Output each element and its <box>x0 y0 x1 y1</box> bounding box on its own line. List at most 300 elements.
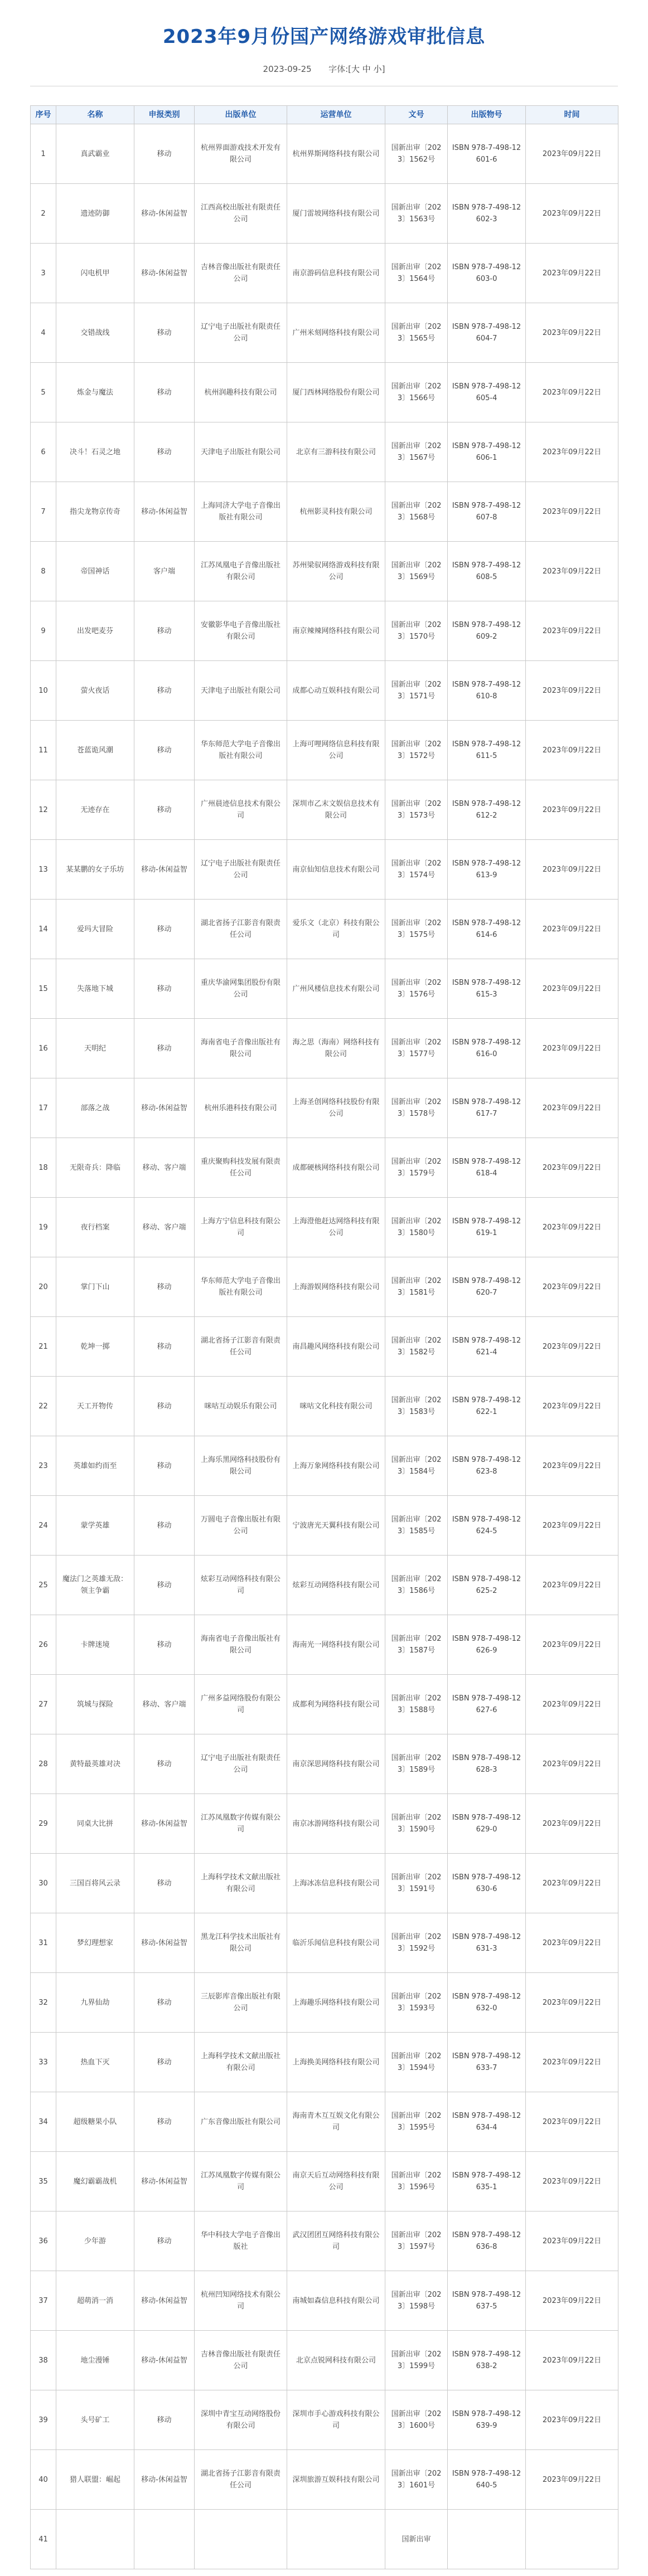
cell-date: 2023年09月22日 <box>526 1794 618 1854</box>
cell-isbn: ISBN 978-7-498-12614-6 <box>448 900 526 959</box>
cell-isbn: ISBN 978-7-498-12625-2 <box>448 1556 526 1615</box>
cell-document-no: 国新出审〔2023〕1572号 <box>385 721 448 780</box>
cell-publisher: 江苏凤凰数字传媒有限公司 <box>195 1794 287 1854</box>
cell-category: 移动 <box>134 780 195 840</box>
table-body <box>31 124 618 2569</box>
font-small-button[interactable]: 小 <box>373 64 382 74</box>
page-title: 2023年9月份国产网络游戏审批信息 <box>162 26 486 48</box>
cell-date: 2023年09月22日 <box>526 2331 618 2390</box>
table-row <box>31 2510 618 2569</box>
cell-publisher: 广东音像出版社有限公司 <box>195 2092 287 2152</box>
cell-operator: 北京点锐网科技有限公司 <box>287 2331 385 2390</box>
cell-document-no: 国新出审〔2023〕1562号 <box>385 124 448 184</box>
cell-publisher: 辽宁电子出版社有限责任公司 <box>195 840 287 900</box>
cell-date: 2023年09月22日 <box>526 601 618 661</box>
cell-isbn: ISBN 978-7-498-12628-3 <box>448 1734 526 1794</box>
cell-isbn: ISBN 978-7-498-12611-5 <box>448 721 526 780</box>
cell-category: 客户端 <box>134 542 195 601</box>
cell-operator: 成都心动互娱科技有限公司 <box>287 661 385 721</box>
table-row <box>31 2033 618 2092</box>
cell-isbn: ISBN 978-7-498-12638-2 <box>448 2331 526 2390</box>
cell-isbn: ISBN 978-7-498-12602-3 <box>448 184 526 244</box>
cell-publisher: 辽宁电子出版社有限责任公司 <box>195 1734 287 1794</box>
cell-name: 热血下灭 <box>56 2033 134 2092</box>
cell-operator: 杭州界斯网络科技有限公司 <box>287 124 385 184</box>
cell-operator: 海之思（海南）网络科技有限公司 <box>287 1019 385 1078</box>
cell-isbn: ISBN 978-7-498-12635-1 <box>448 2152 526 2212</box>
cell-category: 移动、客户端 <box>134 1675 195 1734</box>
cell-isbn: ISBN 978-7-498-12632-0 <box>448 1973 526 2033</box>
font-bracket-open: [ <box>348 64 351 74</box>
cell-index: 40 <box>31 2450 56 2510</box>
table-row <box>31 184 618 244</box>
table-row <box>31 2152 618 2212</box>
cell-date: 2023年09月22日 <box>526 1436 618 1496</box>
table-row <box>31 601 618 661</box>
table-row <box>31 244 618 303</box>
cell-isbn: ISBN 978-7-498-12606-1 <box>448 422 526 482</box>
cell-operator: 广州风楼信息技术有限公司 <box>287 959 385 1019</box>
cell-publisher: 三辰影库音像出版社有限公司 <box>195 1973 287 2033</box>
cell-name: 天明纪 <box>56 1019 134 1078</box>
cell-name: 夜行档案 <box>56 1198 134 1257</box>
cell-index: 31 <box>31 1913 56 1973</box>
font-bracket-close: ] <box>381 64 385 74</box>
cell-date: 2023年09月22日 <box>526 1257 618 1317</box>
table-row <box>31 1854 618 1913</box>
cell-isbn: ISBN 978-7-498-12634-4 <box>448 2092 526 2152</box>
table-row <box>31 303 618 363</box>
cell-document-no: 国新出审〔2023〕1597号 <box>385 2212 448 2271</box>
cell-name: 头号矿工 <box>56 2390 134 2450</box>
cell-name: 猎人联盟：崛起 <box>56 2450 134 2510</box>
cell-category: 移动 <box>134 124 195 184</box>
cell-document-no: 国新出审〔2023〕1601号 <box>385 2450 448 2510</box>
cell-document-no: 国新出审〔2023〕1578号 <box>385 1078 448 1138</box>
cell-operator: 宁波唐光天翼科技有限公司 <box>287 1496 385 1556</box>
cell-publisher: 杭州乐港科技有限公司 <box>195 1078 287 1138</box>
cell-operator: 南京天后互动网络科技有限公司 <box>287 2152 385 2212</box>
cell-category: 移动 <box>134 1019 195 1078</box>
table-row <box>31 840 618 900</box>
cell-document-no: 国新出审〔2023〕1567号 <box>385 422 448 482</box>
cell-document-no: 国新出审〔2023〕1576号 <box>385 959 448 1019</box>
cell-isbn: ISBN 978-7-498-12637-5 <box>448 2271 526 2331</box>
cell-isbn: ISBN 978-7-498-12610-8 <box>448 661 526 721</box>
cell-isbn: ISBN 978-7-498-12621-4 <box>448 1317 526 1377</box>
table-row <box>31 1615 618 1675</box>
cell-date: 2023年09月22日 <box>526 184 618 244</box>
table-row <box>31 2450 618 2510</box>
cell-isbn: ISBN 978-7-498-12607-8 <box>448 482 526 542</box>
cell-document-no: 国新出审〔2023〕1586号 <box>385 1556 448 1615</box>
cell-isbn: ISBN 978-7-498-12620-7 <box>448 1257 526 1317</box>
cell-publisher: 广州晨迹信息技术有限公司 <box>195 780 287 840</box>
cell-date: 2023年09月22日 <box>526 959 618 1019</box>
cell-date: 2023年09月22日 <box>526 1854 618 1913</box>
cell-index: 15 <box>31 959 56 1019</box>
cell-category: 移动 <box>134 1973 195 2033</box>
cell-isbn: ISBN 978-7-498-12617-7 <box>448 1078 526 1138</box>
cell-name: 卡牌迷境 <box>56 1615 134 1675</box>
cell-index: 12 <box>31 780 56 840</box>
cell-date: 2023年09月22日 <box>526 1973 618 2033</box>
cell-index: 35 <box>31 2152 56 2212</box>
cell-publisher: 天津电子出版社有限公司 <box>195 661 287 721</box>
cell-name: 少年游 <box>56 2212 134 2271</box>
table-row <box>31 1794 618 1854</box>
cell-operator: 南昌趣风网络科技有限公司 <box>287 1317 385 1377</box>
meta-separator <box>319 64 322 74</box>
cell-document-no: 国新出审〔2023〕1581号 <box>385 1257 448 1317</box>
cell-category: 移动 <box>134 303 195 363</box>
cell-date: 2023年09月22日 <box>526 363 618 422</box>
cell-isbn <box>448 2510 526 2569</box>
cell-isbn: ISBN 978-7-498-12601-6 <box>448 124 526 184</box>
cell-name: 英雄如约而至 <box>56 1436 134 1496</box>
cell-document-no: 国新出审〔2023〕1565号 <box>385 303 448 363</box>
cell-publisher: 上海科学技术文献出版社有限公司 <box>195 2033 287 2092</box>
cell-name <box>56 2510 134 2569</box>
cell-index: 36 <box>31 2212 56 2271</box>
cell-index: 2 <box>31 184 56 244</box>
cell-category: 移动、客户端 <box>134 1138 195 1198</box>
cell-date: 2023年09月22日 <box>526 1317 618 1377</box>
cell-publisher: 海南省电子音像出版社有限公司 <box>195 1615 287 1675</box>
cell-index: 17 <box>31 1078 56 1138</box>
cell-category: 移动 <box>134 363 195 422</box>
cell-category: 移动 <box>134 900 195 959</box>
cell-name: 魔法门之英雄无敌：领主争霸 <box>56 1556 134 1615</box>
cell-index: 26 <box>31 1615 56 1675</box>
cell-name: 乾坤一掷 <box>56 1317 134 1377</box>
cell-name: 掌门下山 <box>56 1257 134 1317</box>
table-row <box>31 1257 618 1317</box>
cell-operator: 武汉团团互网络科技有限公司 <box>287 2212 385 2271</box>
cell-isbn: ISBN 978-7-498-12633-7 <box>448 2033 526 2092</box>
cell-document-no: 国新出审〔2023〕1599号 <box>385 2331 448 2390</box>
cell-index: 3 <box>31 244 56 303</box>
cell-document-no: 国新出审〔2023〕1566号 <box>385 363 448 422</box>
cell-isbn: ISBN 978-7-498-12612-2 <box>448 780 526 840</box>
cell-document-no: 国新出审〔2023〕1583号 <box>385 1377 448 1436</box>
cell-document-no: 国新出审〔2023〕1574号 <box>385 840 448 900</box>
cell-name: 遗迹防御 <box>56 184 134 244</box>
cell-date: 2023年09月22日 <box>526 1198 618 1257</box>
cell-operator: 南京深思网络科技有限公司 <box>287 1734 385 1794</box>
cell-operator: 深圳旅游互娱科技有限公司 <box>287 2450 385 2510</box>
cell-index: 38 <box>31 2331 56 2390</box>
cell-document-no: 国新出审〔2023〕1577号 <box>385 1019 448 1078</box>
cell-index: 4 <box>31 303 56 363</box>
cell-category: 移动-休闲益智 <box>134 184 195 244</box>
cell-category: 移动-休闲益智 <box>134 840 195 900</box>
cell-isbn: ISBN 978-7-498-12623-8 <box>448 1436 526 1496</box>
cell-category: 移动 <box>134 2033 195 2092</box>
header-date: 时间 <box>526 106 618 124</box>
cell-name: 超萌消一消 <box>56 2271 134 2331</box>
cell-date: 2023年09月22日 <box>526 2450 618 2510</box>
cell-isbn: ISBN 978-7-498-12605-4 <box>448 363 526 422</box>
table-row <box>31 1496 618 1556</box>
cell-isbn: ISBN 978-7-498-12603-0 <box>448 244 526 303</box>
cell-index: 5 <box>31 363 56 422</box>
cell-index: 8 <box>31 542 56 601</box>
cell-category: 移动 <box>134 1377 195 1436</box>
cell-name: 九界仙劫 <box>56 1973 134 2033</box>
table-row <box>31 124 618 184</box>
cell-operator: 厦门雷坡网络科技有限公司 <box>287 184 385 244</box>
cell-name: 天工开物传 <box>56 1377 134 1436</box>
cell-date: 2023年09月22日 <box>526 2033 618 2092</box>
cell-index: 9 <box>31 601 56 661</box>
cell-operator: 南京仙知信息技术有限公司 <box>287 840 385 900</box>
table-row <box>31 1317 618 1377</box>
cell-date: 2023年09月22日 <box>526 1019 618 1078</box>
cell-isbn: ISBN 978-7-498-12604-7 <box>448 303 526 363</box>
cell-publisher: 天津电子出版社有限公司 <box>195 422 287 482</box>
cell-name: 决斗！石灵之地 <box>56 422 134 482</box>
header-isbn: 出版物号 <box>448 106 526 124</box>
cell-category: 移动 <box>134 2390 195 2450</box>
cell-isbn: ISBN 978-7-498-12619-1 <box>448 1198 526 1257</box>
table-row <box>31 1913 618 1973</box>
cell-index: 7 <box>31 482 56 542</box>
cell-index: 28 <box>31 1734 56 1794</box>
cell-publisher: 江西高校出版社有限责任公司 <box>195 184 287 244</box>
cell-operator: 深圳市乙末文娱信息技术有限公司 <box>287 780 385 840</box>
table-row <box>31 2212 618 2271</box>
cell-operator: 上海换美网络科技有限公司 <box>287 2033 385 2092</box>
header-operator: 运营单位 <box>287 106 385 124</box>
cell-name: 三国百将风云录 <box>56 1854 134 1913</box>
cell-date: 2023年09月22日 <box>526 1556 618 1615</box>
cell-date <box>526 2510 618 2569</box>
cell-isbn: ISBN 978-7-498-12624-5 <box>448 1496 526 1556</box>
cell-document-no: 国新出审〔2023〕1598号 <box>385 2271 448 2331</box>
cell-operator: 临沂乐闻信息科技有限公司 <box>287 1913 385 1973</box>
cell-date: 2023年09月22日 <box>526 1734 618 1794</box>
cell-publisher: 江苏凤凰数字传媒有限公司 <box>195 2152 287 2212</box>
header-name: 名称 <box>56 106 134 124</box>
cell-name: 交错战线 <box>56 303 134 363</box>
cell-category: 移动 <box>134 661 195 721</box>
cell-index: 11 <box>31 721 56 780</box>
cell-index: 18 <box>31 1138 56 1198</box>
cell-index: 6 <box>31 422 56 482</box>
cell-category: 移动、客户端 <box>134 1198 195 1257</box>
table-row <box>31 1198 618 1257</box>
cell-operator <box>287 2510 385 2569</box>
cell-category: 移动-休闲益智 <box>134 2152 195 2212</box>
cell-name: 爱玛大冒险 <box>56 900 134 959</box>
cell-operator: 南京游码信息科技有限公司 <box>287 244 385 303</box>
cell-date: 2023年09月22日 <box>526 2390 618 2450</box>
cell-publisher: 安徽影华电子音像出版社有限公司 <box>195 601 287 661</box>
cell-category: 移动-休闲益智 <box>134 1913 195 1973</box>
table-row <box>31 1078 618 1138</box>
table-row <box>31 661 618 721</box>
cell-operator: 上海万象网络科技有限公司 <box>287 1436 385 1496</box>
cell-operator: 广州米刻网络科技有限公司 <box>287 303 385 363</box>
table-row <box>31 422 618 482</box>
cell-category: 移动 <box>134 1496 195 1556</box>
cell-category: 移动 <box>134 1854 195 1913</box>
cell-publisher: 重庆聚购科技发展有限责任公司 <box>195 1138 287 1198</box>
cell-category: 移动-休闲益智 <box>134 244 195 303</box>
cell-operator: 咪咕文化科技有限公司 <box>287 1377 385 1436</box>
cell-publisher: 华东师范大学电子音像出版社有限公司 <box>195 1257 287 1317</box>
cell-isbn: ISBN 978-7-498-12640-5 <box>448 2450 526 2510</box>
cell-name: 失落地下城 <box>56 959 134 1019</box>
cell-name: 黄特最英雄对决 <box>56 1734 134 1794</box>
cell-category: 移动 <box>134 422 195 482</box>
cell-document-no: 国新出审〔2023〕1569号 <box>385 542 448 601</box>
cell-operator: 上海游娱网络科技有限公司 <box>287 1257 385 1317</box>
cell-index: 37 <box>31 2271 56 2331</box>
cell-publisher: 辽宁电子出版社有限责任公司 <box>195 303 287 363</box>
cell-publisher: 广州多益网络股份有限公司 <box>195 1675 287 1734</box>
cell-operator: 南京冰游网络科技有限公司 <box>287 1794 385 1854</box>
cell-date: 2023年09月22日 <box>526 244 618 303</box>
cell-date: 2023年09月22日 <box>526 124 618 184</box>
cell-isbn: ISBN 978-7-498-12627-6 <box>448 1675 526 1734</box>
cell-category: 移动-休闲益智 <box>134 2331 195 2390</box>
table-row <box>31 363 618 422</box>
table-row <box>31 900 618 959</box>
cell-publisher: 杭州界面游戏技术开发有限公司 <box>195 124 287 184</box>
cell-operator: 炫彩互动网络科技有限公司 <box>287 1556 385 1615</box>
table-row <box>31 1973 618 2033</box>
cell-isbn: ISBN 978-7-498-12629-0 <box>448 1794 526 1854</box>
cell-publisher: 华东师范大学电子音像出版社有限公司 <box>195 721 287 780</box>
cell-date: 2023年09月22日 <box>526 1496 618 1556</box>
cell-name: 梦幻理想家 <box>56 1913 134 1973</box>
cell-date: 2023年09月22日 <box>526 2212 618 2271</box>
cell-document-no: 国新出审〔2023〕1600号 <box>385 2390 448 2450</box>
cell-isbn: ISBN 978-7-498-12608-5 <box>448 542 526 601</box>
cell-operator: 深圳市手心游戏科技有限公司 <box>287 2390 385 2450</box>
table-row <box>31 1377 618 1436</box>
cell-operator: 上海趣乐网络科技有限公司 <box>287 1973 385 2033</box>
cell-document-no: 国新出审〔2023〕1592号 <box>385 1913 448 1973</box>
font-size-label: 字体: <box>328 64 349 74</box>
cell-isbn: ISBN 978-7-498-12622-1 <box>448 1377 526 1436</box>
cell-operator: 上海可哩网络信息科技有限公司 <box>287 721 385 780</box>
publish-date: 2023-09-25 <box>263 64 312 74</box>
cell-index: 33 <box>31 2033 56 2092</box>
cell-publisher: 重庆华渝网集团股份有限公司 <box>195 959 287 1019</box>
cell-operator: 成都利为网络科技有限公司 <box>287 1675 385 1734</box>
cell-publisher: 杭州凹知网络技术有限公司 <box>195 2271 287 2331</box>
cell-publisher: 炫彩互动网络科技有限公司 <box>195 1556 287 1615</box>
cell-date: 2023年09月22日 <box>526 1377 618 1436</box>
cell-isbn: ISBN 978-7-498-12613-9 <box>448 840 526 900</box>
table-header-row <box>31 106 618 124</box>
cell-name: 蒙学英雄 <box>56 1496 134 1556</box>
cell-name: 筑城与探险 <box>56 1675 134 1734</box>
cell-date: 2023年09月22日 <box>526 900 618 959</box>
cell-date: 2023年09月22日 <box>526 2092 618 2152</box>
cell-document-no: 国新出审〔2023〕1590号 <box>385 1794 448 1854</box>
cell-category: 移动 <box>134 1257 195 1317</box>
cell-publisher: 咪咕互动娱乐有限公司 <box>195 1377 287 1436</box>
cell-operator: 南城如森信息科技有限公司 <box>287 2271 385 2331</box>
cell-index: 39 <box>31 2390 56 2450</box>
cell-category: 移动-休闲益智 <box>134 2271 195 2331</box>
cell-name: 同桌大比拼 <box>56 1794 134 1854</box>
cell-category: 移动 <box>134 721 195 780</box>
cell-index: 41 <box>31 2510 56 2569</box>
cell-publisher: 吉林音像出版社有限责任公司 <box>195 244 287 303</box>
cell-name: 某某鹏的女子乐坊 <box>56 840 134 900</box>
cell-name: 苍蓝诡风潮 <box>56 721 134 780</box>
cell-index: 20 <box>31 1257 56 1317</box>
cell-document-no: 国新出审〔2023〕1593号 <box>385 1973 448 2033</box>
cell-index: 13 <box>31 840 56 900</box>
cell-name: 出发吧麦芬 <box>56 601 134 661</box>
cell-date: 2023年09月22日 <box>526 840 618 900</box>
cell-index: 14 <box>31 900 56 959</box>
cell-isbn: ISBN 978-7-498-12615-3 <box>448 959 526 1019</box>
cell-category: 移动 <box>134 1734 195 1794</box>
cell-name: 炼金与魔法 <box>56 363 134 422</box>
cell-category: 移动 <box>134 959 195 1019</box>
cell-date: 2023年09月22日 <box>526 1138 618 1198</box>
cell-publisher <box>195 2510 287 2569</box>
cell-date: 2023年09月22日 <box>526 2152 618 2212</box>
cell-index: 34 <box>31 2092 56 2152</box>
cell-publisher: 湖北省扬子江影音有限责任公司 <box>195 1317 287 1377</box>
cell-operator: 南京辣辣网络科技有限公司 <box>287 601 385 661</box>
cell-name: 无限奇兵：降临 <box>56 1138 134 1198</box>
cell-name: 超级糖果小队 <box>56 2092 134 2152</box>
cell-isbn: ISBN 978-7-498-12609-2 <box>448 601 526 661</box>
cell-document-no: 国新出审〔2023〕1564号 <box>385 244 448 303</box>
cell-publisher: 江苏凤凰电子音像出版社有限公司 <box>195 542 287 601</box>
cell-isbn: ISBN 978-7-498-12631-3 <box>448 1913 526 1973</box>
cell-isbn: ISBN 978-7-498-12630-6 <box>448 1854 526 1913</box>
font-medium-button[interactable]: 中 <box>362 64 371 74</box>
cell-name: 帝国神话 <box>56 542 134 601</box>
cell-publisher: 华中科技大学电子音像出版社 <box>195 2212 287 2271</box>
table-row <box>31 721 618 780</box>
cell-document-no: 国新出审〔2023〕1563号 <box>385 184 448 244</box>
table-row <box>31 780 618 840</box>
cell-date: 2023年09月22日 <box>526 2271 618 2331</box>
table-row <box>31 2271 618 2331</box>
table-row <box>31 1138 618 1198</box>
cell-publisher: 上海乐黑网络科技股份有限公司 <box>195 1436 287 1496</box>
cell-name: 无迹存在 <box>56 780 134 840</box>
font-large-button[interactable]: 大 <box>351 64 360 74</box>
table-row <box>31 542 618 601</box>
table-row <box>31 1436 618 1496</box>
cell-isbn: ISBN 978-7-498-12618-4 <box>448 1138 526 1198</box>
cell-index: 23 <box>31 1436 56 1496</box>
cell-index: 25 <box>31 1556 56 1615</box>
cell-date: 2023年09月22日 <box>526 780 618 840</box>
cell-date: 2023年09月22日 <box>526 422 618 482</box>
cell-category: 移动-休闲益智 <box>134 2450 195 2510</box>
cell-publisher: 湖北省扬子江影音有限责任公司 <box>195 2450 287 2510</box>
cell-publisher: 湖北省扬子江影音有限责任公司 <box>195 900 287 959</box>
cell-document-no: 国新出审〔2023〕1575号 <box>385 900 448 959</box>
cell-document-no: 国新出审〔2023〕1573号 <box>385 780 448 840</box>
cell-operator: 上海澄他赶达网络科技有限公司 <box>287 1198 385 1257</box>
table-row <box>31 2331 618 2390</box>
cell-operator: 上海冰冻信息科技有限公司 <box>287 1854 385 1913</box>
